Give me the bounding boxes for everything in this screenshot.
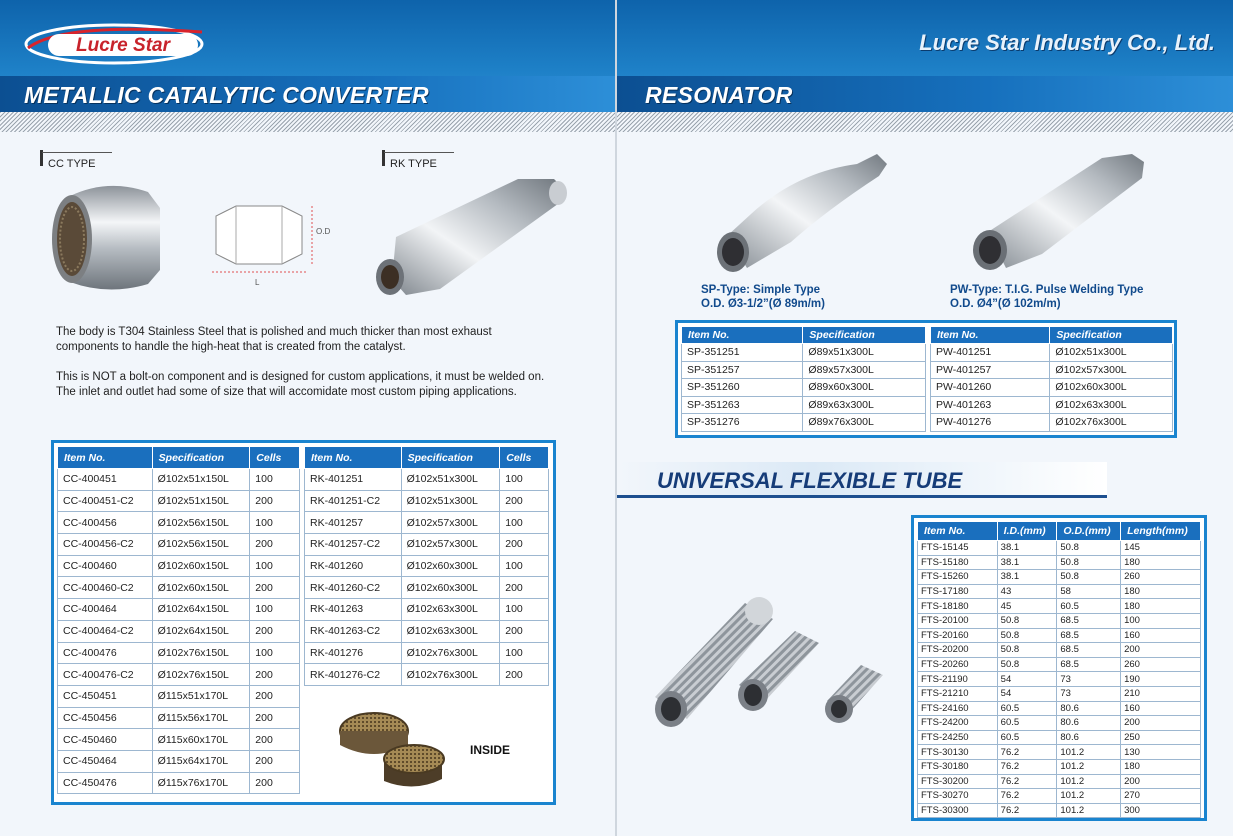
table-cell: CC-400451-C2: [58, 490, 153, 512]
table-cell: FTS-24250: [918, 730, 998, 745]
table-cell: 200: [250, 534, 300, 556]
table-cell: 60.5: [997, 730, 1057, 745]
table-cell: 76.2: [997, 759, 1057, 774]
table-row: [918, 555, 1201, 570]
table-cell: SP-351257: [682, 361, 803, 379]
table-cell: PW-401257: [931, 361, 1050, 379]
table-row: [58, 729, 300, 751]
table-row: [918, 570, 1201, 585]
table-cell: 200: [250, 685, 300, 707]
flexible-tube-title: UNIVERSAL FLEXIBLE TUBE: [657, 468, 963, 493]
table-cell: 100: [500, 512, 549, 534]
table-cell: CC-400464-C2: [58, 620, 153, 642]
table-cell: Ø102x51x150L: [152, 490, 250, 512]
table-cell: RK-401263-C2: [305, 620, 402, 642]
table-cell: 50.8: [997, 628, 1057, 643]
table-row: [58, 534, 300, 556]
table-cell: Ø102x76x150L: [152, 642, 250, 664]
table-row: [305, 469, 549, 491]
intro-paragraph-1: The body is T304 Stainless Steel that is polished and much thicker than most exhaust components to handle the high-heat that is created from the catalyst.: [56, 326, 492, 353]
intro-paragraph-2: This is NOT a bolt-on component and is designed for custom applications, it must be welded on. The inlet and outlet had some of size that will accomidate most custom piping applications.: [56, 371, 545, 398]
table-cell: FTS-17180: [918, 584, 998, 599]
table-cell: Ø89x57x300L: [803, 361, 926, 379]
table-cell: 100: [500, 642, 549, 664]
table-cell: 58: [1057, 584, 1121, 599]
table-cell: 60.5: [997, 716, 1057, 731]
table-cell: 200: [1121, 716, 1201, 731]
table-cell: 200: [500, 490, 549, 512]
catalytic-converter-title: METALLIC CATALYTIC CONVERTER: [24, 82, 429, 108]
table-cell: 200: [500, 577, 549, 599]
table-cell: CC-400456-C2: [58, 534, 153, 556]
table-cell: Ø89x76x300L: [803, 414, 926, 432]
table-cell: 160: [1121, 701, 1201, 716]
table-cell: 76.2: [997, 803, 1057, 818]
table-cell: 38.1: [997, 541, 1057, 556]
table-cell: FTS-18180: [918, 599, 998, 614]
table-row: [58, 642, 300, 664]
table-cell: 200: [1121, 643, 1201, 658]
table-cell: 73: [1057, 686, 1121, 701]
table-cell: CC-450476: [58, 772, 153, 794]
table-cell: 76.2: [997, 745, 1057, 760]
table-row: [58, 490, 300, 512]
table-row: [918, 701, 1201, 716]
table-row: [58, 750, 300, 772]
table-row: [931, 396, 1173, 414]
table-cell: 76.2: [997, 789, 1057, 804]
table-cell: FTS-20200: [918, 643, 998, 658]
table-row: [682, 344, 926, 362]
table-cell: Ø102x76x300L: [1050, 414, 1173, 432]
table-cell: Ø102x57x300L: [401, 534, 500, 556]
sp-resonator-image: [707, 150, 892, 275]
table-cell: 100: [250, 469, 300, 491]
table-cell: 100: [250, 599, 300, 621]
table-cell: 101.2: [1057, 789, 1121, 804]
hatch-divider: [617, 112, 1233, 132]
table-cell: FTS-15180: [918, 555, 998, 570]
col-cells: Cells: [250, 447, 300, 469]
table-cell: Ø102x57x300L: [401, 512, 500, 534]
table-row: [58, 664, 300, 686]
table-cell: Ø102x51x150L: [152, 469, 250, 491]
table-cell: CC-450464: [58, 750, 153, 772]
table-cell: CC-450456: [58, 707, 153, 729]
table-cell: RK-401263: [305, 599, 402, 621]
table-row: [918, 541, 1201, 556]
table-cell: Ø102x51x300L: [1050, 344, 1173, 362]
table-cell: 200: [250, 620, 300, 642]
inside-label: INSIDE: [470, 743, 511, 757]
table-cell: 130: [1121, 745, 1201, 760]
table-cell: 145: [1121, 541, 1201, 556]
table-row: [918, 789, 1201, 804]
col-inner-diameter: I.D.(mm): [997, 522, 1057, 541]
table-cell: 38.1: [997, 555, 1057, 570]
table-row: [682, 361, 926, 379]
table-cell: Ø102x60x300L: [401, 555, 500, 577]
table-cell: Ø115x64x170L: [152, 750, 250, 772]
table-cell: 160: [1121, 628, 1201, 643]
table-cell: 60.5: [997, 701, 1057, 716]
table-cell: 54: [997, 672, 1057, 687]
col-item-no: Item No.: [58, 447, 153, 469]
table-row: [58, 772, 300, 794]
table-row: [58, 469, 300, 491]
rk-spec-table: [304, 446, 549, 686]
table-cell: CC-400476: [58, 642, 153, 664]
table-row: [918, 774, 1201, 789]
table-row: [918, 759, 1201, 774]
table-cell: 38.1: [997, 570, 1057, 585]
table-cell: 300: [1121, 803, 1201, 818]
rk-type-label: RK TYPE: [390, 158, 437, 170]
flexible-tube-table-frame: [911, 515, 1207, 821]
col-specification: Specification: [1050, 327, 1173, 344]
table-row: [58, 577, 300, 599]
table-row: [305, 512, 549, 534]
col-outer-diameter: O.D.(mm): [1057, 522, 1121, 541]
flexible-tube-spec-table: [917, 521, 1201, 818]
table-cell: Ø115x60x170L: [152, 729, 250, 751]
table-cell: 100: [250, 512, 300, 534]
table-cell: 80.6: [1057, 730, 1121, 745]
table-cell: Ø115x76x170L: [152, 772, 250, 794]
cc-spec-table: [57, 446, 300, 794]
table-cell: 260: [1121, 657, 1201, 672]
table-cell: FTS-24200: [918, 716, 998, 731]
table-cell: 200: [250, 707, 300, 729]
table-cell: RK-401260-C2: [305, 577, 402, 599]
col-cells: Cells: [500, 447, 549, 469]
table-row: [918, 657, 1201, 672]
table-cell: FTS-30300: [918, 803, 998, 818]
table-cell: RK-401276: [305, 642, 402, 664]
col-specification: Specification: [152, 447, 250, 469]
col-item-no: Item No.: [918, 522, 998, 541]
table-cell: CC-450451: [58, 685, 153, 707]
cc-dimension-diagram: [208, 200, 348, 290]
table-cell: 73: [1057, 672, 1121, 687]
table-cell: 80.6: [1057, 716, 1121, 731]
table-cell: Ø102x51x300L: [401, 490, 500, 512]
table-cell: CC-400476-C2: [58, 664, 153, 686]
table-cell: Ø102x56x150L: [152, 512, 250, 534]
left-page: [0, 0, 616, 836]
col-specification: Specification: [401, 447, 500, 469]
table-cell: Ø102x64x150L: [152, 620, 250, 642]
sp-type-caption: SP-Type: Simple Type O.D. Ø3-1/2”(Ø 89m/m): [701, 284, 825, 310]
sp-spec-table: [681, 326, 926, 432]
table-cell: 200: [250, 750, 300, 772]
table-cell: CC-400456: [58, 512, 153, 534]
table-row: [305, 664, 549, 686]
table-cell: 200: [250, 664, 300, 686]
table-row: [58, 599, 300, 621]
table-cell: FTS-20260: [918, 657, 998, 672]
catalytic-spec-table-frame: [51, 440, 556, 805]
table-cell: CC-450460: [58, 729, 153, 751]
table-cell: Ø102x60x300L: [401, 577, 500, 599]
rk-converter-image: [368, 175, 573, 300]
table-cell: SP-351263: [682, 396, 803, 414]
table-row: [305, 599, 549, 621]
table-cell: 250: [1121, 730, 1201, 745]
table-row: [931, 379, 1173, 397]
table-row: [305, 577, 549, 599]
table-cell: 50.8: [997, 613, 1057, 628]
table-cell: PW-401251: [931, 344, 1050, 362]
table-cell: 200: [1121, 774, 1201, 789]
hatch-divider: [0, 112, 616, 132]
table-cell: Ø102x63x300L: [1050, 396, 1173, 414]
table-cell: 50.8: [1057, 555, 1121, 570]
table-cell: 68.5: [1057, 657, 1121, 672]
table-cell: FTS-24160: [918, 701, 998, 716]
table-row: [58, 685, 300, 707]
pw-resonator-image: [962, 150, 1162, 275]
table-cell: 190: [1121, 672, 1201, 687]
table-cell: SP-351276: [682, 414, 803, 432]
right-page: [617, 0, 1233, 836]
table-row: [918, 730, 1201, 745]
table-cell: FTS-21210: [918, 686, 998, 701]
col-length: Length(mm): [1121, 522, 1201, 541]
table-cell: 45: [997, 599, 1057, 614]
table-row: [682, 396, 926, 414]
table-cell: 43: [997, 584, 1057, 599]
table-cell: 200: [500, 534, 549, 556]
table-cell: SP-351260: [682, 379, 803, 397]
table-row: [305, 642, 549, 664]
table-row: [918, 716, 1201, 731]
table-row: [682, 414, 926, 432]
table-cell: FTS-20100: [918, 613, 998, 628]
table-cell: FTS-30180: [918, 759, 998, 774]
table-row: [918, 672, 1201, 687]
table-cell: 50.8: [1057, 541, 1121, 556]
flexible-tube-title-band: [617, 462, 1107, 498]
table-cell: 100: [500, 555, 549, 577]
table-cell: 54: [997, 686, 1057, 701]
table-cell: FTS-30130: [918, 745, 998, 760]
flexible-tubes-image: [635, 585, 915, 735]
table-cell: Ø102x51x300L: [401, 469, 500, 491]
table-row: [682, 379, 926, 397]
table-cell: Ø102x64x150L: [152, 599, 250, 621]
table-cell: 260: [1121, 570, 1201, 585]
table-cell: FTS-15260: [918, 570, 998, 585]
table-cell: Ø102x76x150L: [152, 664, 250, 686]
pw-spec-table: [930, 326, 1173, 432]
table-cell: Ø102x63x300L: [401, 620, 500, 642]
table-cell: 210: [1121, 686, 1201, 701]
table-row: [918, 686, 1201, 701]
table-cell: 50.8: [997, 643, 1057, 658]
table-row: [918, 803, 1201, 818]
table-cell: 50.8: [1057, 570, 1121, 585]
table-cell: Ø102x60x300L: [1050, 379, 1173, 397]
table-cell: PW-401260: [931, 379, 1050, 397]
table-cell: 80.6: [1057, 701, 1121, 716]
table-cell: 200: [250, 577, 300, 599]
table-cell: 76.2: [997, 774, 1057, 789]
table-cell: CC-400464: [58, 599, 153, 621]
table-cell: 101.2: [1057, 803, 1121, 818]
table-cell: SP-351251: [682, 344, 803, 362]
table-cell: 200: [500, 664, 549, 686]
table-row: [58, 555, 300, 577]
table-row: [305, 555, 549, 577]
table-cell: Ø115x56x170L: [152, 707, 250, 729]
table-cell: CC-400460-C2: [58, 577, 153, 599]
cc-type-label: CC TYPE: [48, 158, 95, 170]
table-cell: RK-401260: [305, 555, 402, 577]
table-cell: 101.2: [1057, 759, 1121, 774]
table-cell: 100: [1121, 613, 1201, 628]
table-row: [58, 707, 300, 729]
table-cell: FTS-21190: [918, 672, 998, 687]
table-row: [931, 414, 1173, 432]
table-cell: 50.8: [997, 657, 1057, 672]
table-cell: Ø89x51x300L: [803, 344, 926, 362]
table-cell: Ø115x51x170L: [152, 685, 250, 707]
table-row: [918, 745, 1201, 760]
table-cell: 180: [1121, 759, 1201, 774]
table-cell: 101.2: [1057, 774, 1121, 789]
table-cell: 270: [1121, 789, 1201, 804]
table-row: [58, 620, 300, 642]
table-row: [305, 620, 549, 642]
table-row: [931, 344, 1173, 362]
table-row: [918, 643, 1201, 658]
table-cell: Ø102x56x150L: [152, 534, 250, 556]
table-cell: FTS-20160: [918, 628, 998, 643]
table-cell: 200: [500, 620, 549, 642]
table-cell: Ø102x60x150L: [152, 577, 250, 599]
table-cell: PW-401263: [931, 396, 1050, 414]
col-item-no: Item No.: [682, 327, 803, 344]
table-cell: 180: [1121, 555, 1201, 570]
table-cell: RK-401276-C2: [305, 664, 402, 686]
table-cell: RK-401251: [305, 469, 402, 491]
table-cell: 200: [250, 490, 300, 512]
table-cell: RK-401257: [305, 512, 402, 534]
table-cell: 180: [1121, 584, 1201, 599]
table-cell: FTS-15145: [918, 541, 998, 556]
table-cell: Ø102x63x300L: [401, 599, 500, 621]
table-cell: Ø102x57x300L: [1050, 361, 1173, 379]
table-row: [931, 361, 1173, 379]
table-cell: Ø89x63x300L: [803, 396, 926, 414]
table-cell: 200: [250, 729, 300, 751]
table-cell: RK-401257-C2: [305, 534, 402, 556]
table-cell: 68.5: [1057, 628, 1121, 643]
table-cell: FTS-30200: [918, 774, 998, 789]
table-cell: PW-401276: [931, 414, 1050, 432]
resonator-title: RESONATOR: [645, 82, 793, 108]
svg-text:Lucre Star: Lucre Star: [76, 35, 170, 56]
col-item-no: Item No.: [305, 447, 402, 469]
table-row: [305, 534, 549, 556]
table-cell: 100: [250, 555, 300, 577]
table-cell: 60.5: [1057, 599, 1121, 614]
table-row: [58, 512, 300, 534]
table-cell: 100: [500, 469, 549, 491]
table-cell: RK-401251-C2: [305, 490, 402, 512]
table-cell: CC-400460: [58, 555, 153, 577]
table-cell: 101.2: [1057, 745, 1121, 760]
table-cell: 100: [500, 599, 549, 621]
table-cell: 180: [1121, 599, 1201, 614]
table-cell: 68.5: [1057, 643, 1121, 658]
table-cell: Ø89x60x300L: [803, 379, 926, 397]
col-item-no: Item No.: [931, 327, 1050, 344]
table-cell: Ø102x60x150L: [152, 555, 250, 577]
table-cell: FTS-30270: [918, 789, 998, 804]
table-cell: 200: [250, 772, 300, 794]
table-row: [918, 599, 1201, 614]
table-row: [305, 490, 549, 512]
svg-text:O.D: O.D: [316, 227, 331, 236]
pw-type-caption: PW-Type: T.I.G. Pulse Welding Type O.D. Ø4”(Ø 102m/m): [950, 284, 1144, 310]
resonator-spec-table-frame: [675, 320, 1177, 438]
cc-converter-image: [48, 178, 163, 298]
table-row: [918, 584, 1201, 599]
table-cell: Ø102x76x300L: [401, 642, 500, 664]
table-row: [918, 613, 1201, 628]
col-specification: Specification: [803, 327, 926, 344]
table-cell: 100: [250, 642, 300, 664]
converter-inside-image: [334, 701, 454, 793]
lucre-star-logo: [22, 18, 212, 66]
table-cell: Ø102x76x300L: [401, 664, 500, 686]
table-row: [918, 628, 1201, 643]
svg-text:L: L: [255, 278, 260, 287]
company-name: Lucre Star Industry Co., Ltd.: [919, 30, 1215, 55]
table-cell: CC-400451: [58, 469, 153, 491]
table-cell: 68.5: [1057, 613, 1121, 628]
